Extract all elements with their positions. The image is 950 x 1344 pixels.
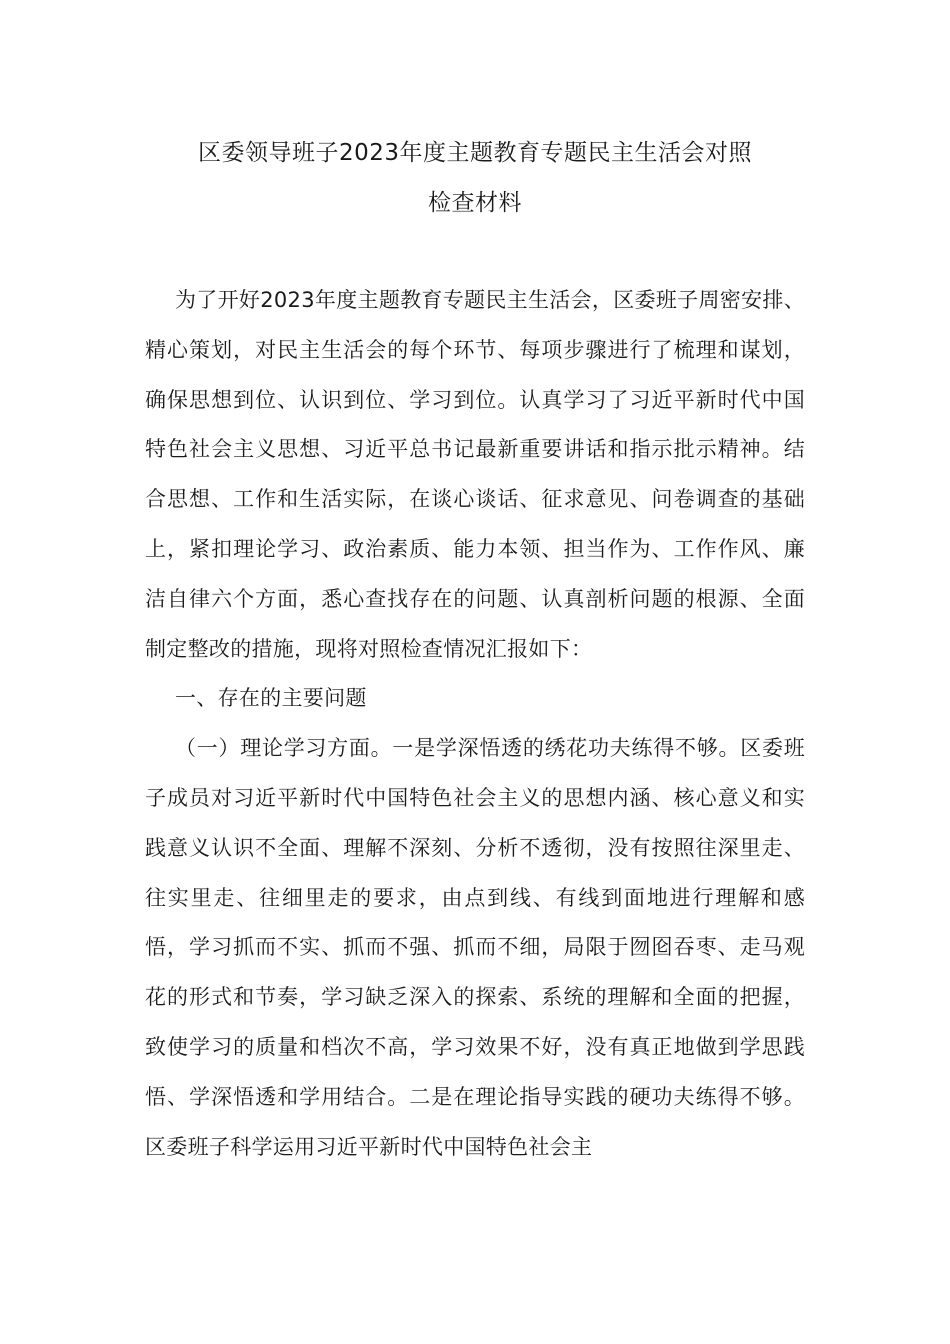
theory-study-paragraph: （一）理论学习方面。一是学深悟透的绣花功夫练得不够。区委班子成员对习近平新时代中国特色社会主义的思想内涵、核心意义和实践意义认识不全面、理解不深刻、分析不透彻，没有按照往深里走、往实里走、往细里走的要求，由点到线、有线到面地进行理解和感悟，学习抓而不实、抓而不强、抓而不细，局限于囫囵吞枣、走马观花的形式和节奏，学习缺乏深入的探索、系统的理解和全面的把握，致使学习的质量和档次不高，学习效果不好，没有真正地做到学思践悟、学深悟透和学用结合。二是在理论指导实践的硬功夫练得不够。区委班子科学运用习近平新时代中国特色社会主 [145,736,805,1159]
document-title [145,128,805,228]
document-body [145,276,805,1172]
document-title-line-1: 区委领导班子2023年度主题教育专题民主生活会对照 [197,140,753,166]
section-heading: 一、存在的主要问题 [175,686,367,711]
intro-paragraph: 为了开好2023年度主题教育专题民主生活会，区委班子周密安排、精心策划，对民主生活会的每个环节、每项步骤进行了梳理和谋划，确保思想到位、认识到位、学习到位。认真学习了习近平新时代中国特色社会主义思想、习近平总书记最新重要讲话和指示批示精神。结合思想、工作和生活实际，在谈心谈话、征求意见、问卷调查的基础上，紧扣理论学习、政治素质、能力本领、担当作为、工作作风、廉洁自律六个方面，悉心查找存在的问题、认真剖析问题的根源、全面制定整改的措施，现将对照检查情况汇报如下： [145,288,805,661]
document-title-line-2: 检查材料 [428,190,522,216]
